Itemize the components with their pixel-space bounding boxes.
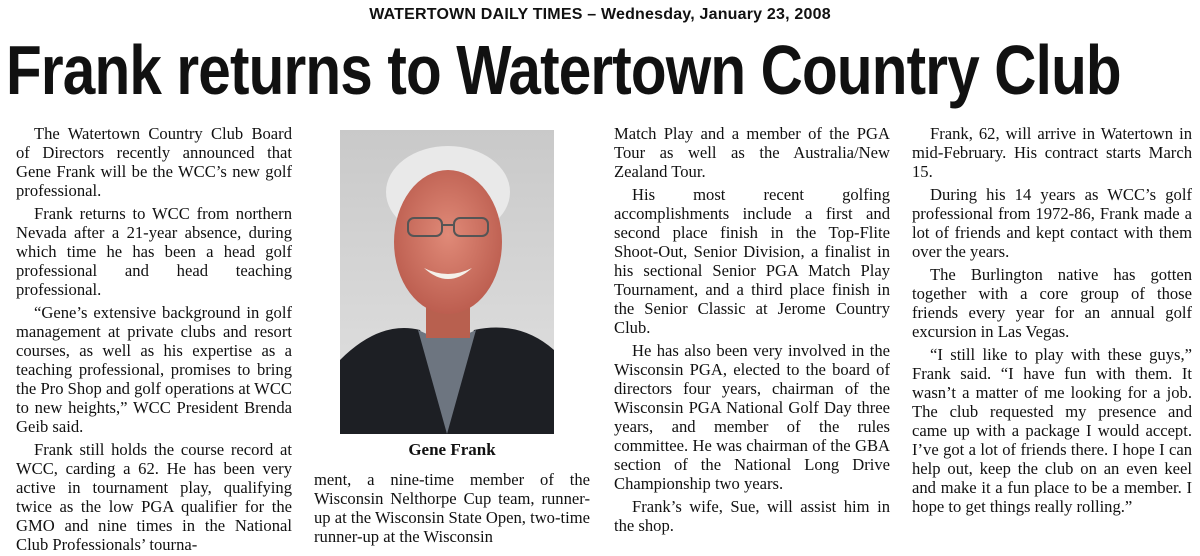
- paragraph: During his 14 years as WCC’s golf professional from 1972-86, Frank made a lot of friends and kept contact with them over the years.: [912, 185, 1192, 261]
- paragraph: ment, a nine-time member of the Wisconsin Nelthorpe Cup team, runner-up at the Wisconsin State Open, two-time runner-up at the Wisconsin: [314, 470, 590, 546]
- dateline: WATERTOWN DAILY TIMES – Wednesday, January 23, 2008: [369, 6, 831, 23]
- paragraph: His most recent golfing accomplishments include a first and second place finish in the Top-Flite Shoot-Out, Senior Division, a finalist in his sectional Senior PGA Match Play Tournament, and a third place finish in the Senior Classic at Jerome Country Club.: [614, 185, 890, 337]
- article-column-1: [16, 124, 292, 556]
- paragraph: “Gene’s extensive background in golf management at private clubs and resort courses, as well as his expertise as a teaching professional, promises to bring the Pro Shop and golf operations at WCC to new heights,” WCC President Brenda Geib said.: [16, 303, 292, 436]
- portrait-illustration: [340, 130, 554, 434]
- paragraph: Match Play and a member of the PGA Tour as well as the Australia/New Zealand Tour.: [614, 124, 890, 181]
- article-column-3: [614, 124, 890, 556]
- paragraph: The Watertown Country Club Board of Directors recently announced that Gene Frank will be the WCC’s new golf professional.: [16, 124, 292, 200]
- paragraph: Frank still holds the course record at WCC, carding a 62. He has been very active in tournament play, qualifying twice as the low PGA qualifier for the GMO and nine times in the National Club Professionals’ tourna-: [16, 440, 292, 554]
- headline: Frank returns to Watertown Country Club: [6, 31, 1121, 109]
- paragraph: “I still like to play with these guys,” Frank said. “I have fun with them. It wasn’t a matter of me looking for a job. The club requested my presence and came up with a package I would accept. I’ve got a lot of friends there. I hope I can help out, keep the club on an even keel and make it a fun place to be a member. I hope to get things really rolling.”: [912, 345, 1192, 516]
- article-column-4: [912, 124, 1192, 556]
- paragraph: Frank’s wife, Sue, will assist him in the shop.: [614, 497, 890, 535]
- photo-block: [314, 124, 590, 464]
- photo-caption: Gene Frank: [408, 440, 496, 459]
- paragraph: The Burlington native has gotten together with a core group of those friends every year for an annual golf excursion in Las Vegas.: [912, 265, 1192, 341]
- paragraph: He has also been very involved in the Wisconsin PGA, elected to the board of directors four years, chairman of the Wisconsin PGA National Golf Day three years, and member of the rules committee. He was chairman of the GBA section of the National Long Drive Championship two years.: [614, 341, 890, 493]
- paragraph: Frank returns to WCC from northern Nevada after a 21-year absence, during which time he has been a head golf professional and head teaching professional.: [16, 204, 292, 299]
- article-column-2: [314, 470, 590, 556]
- paragraph: Frank, 62, will arrive in Watertown in mid-February. His contract starts March 15.: [912, 124, 1192, 181]
- portrait-photo: [340, 130, 554, 434]
